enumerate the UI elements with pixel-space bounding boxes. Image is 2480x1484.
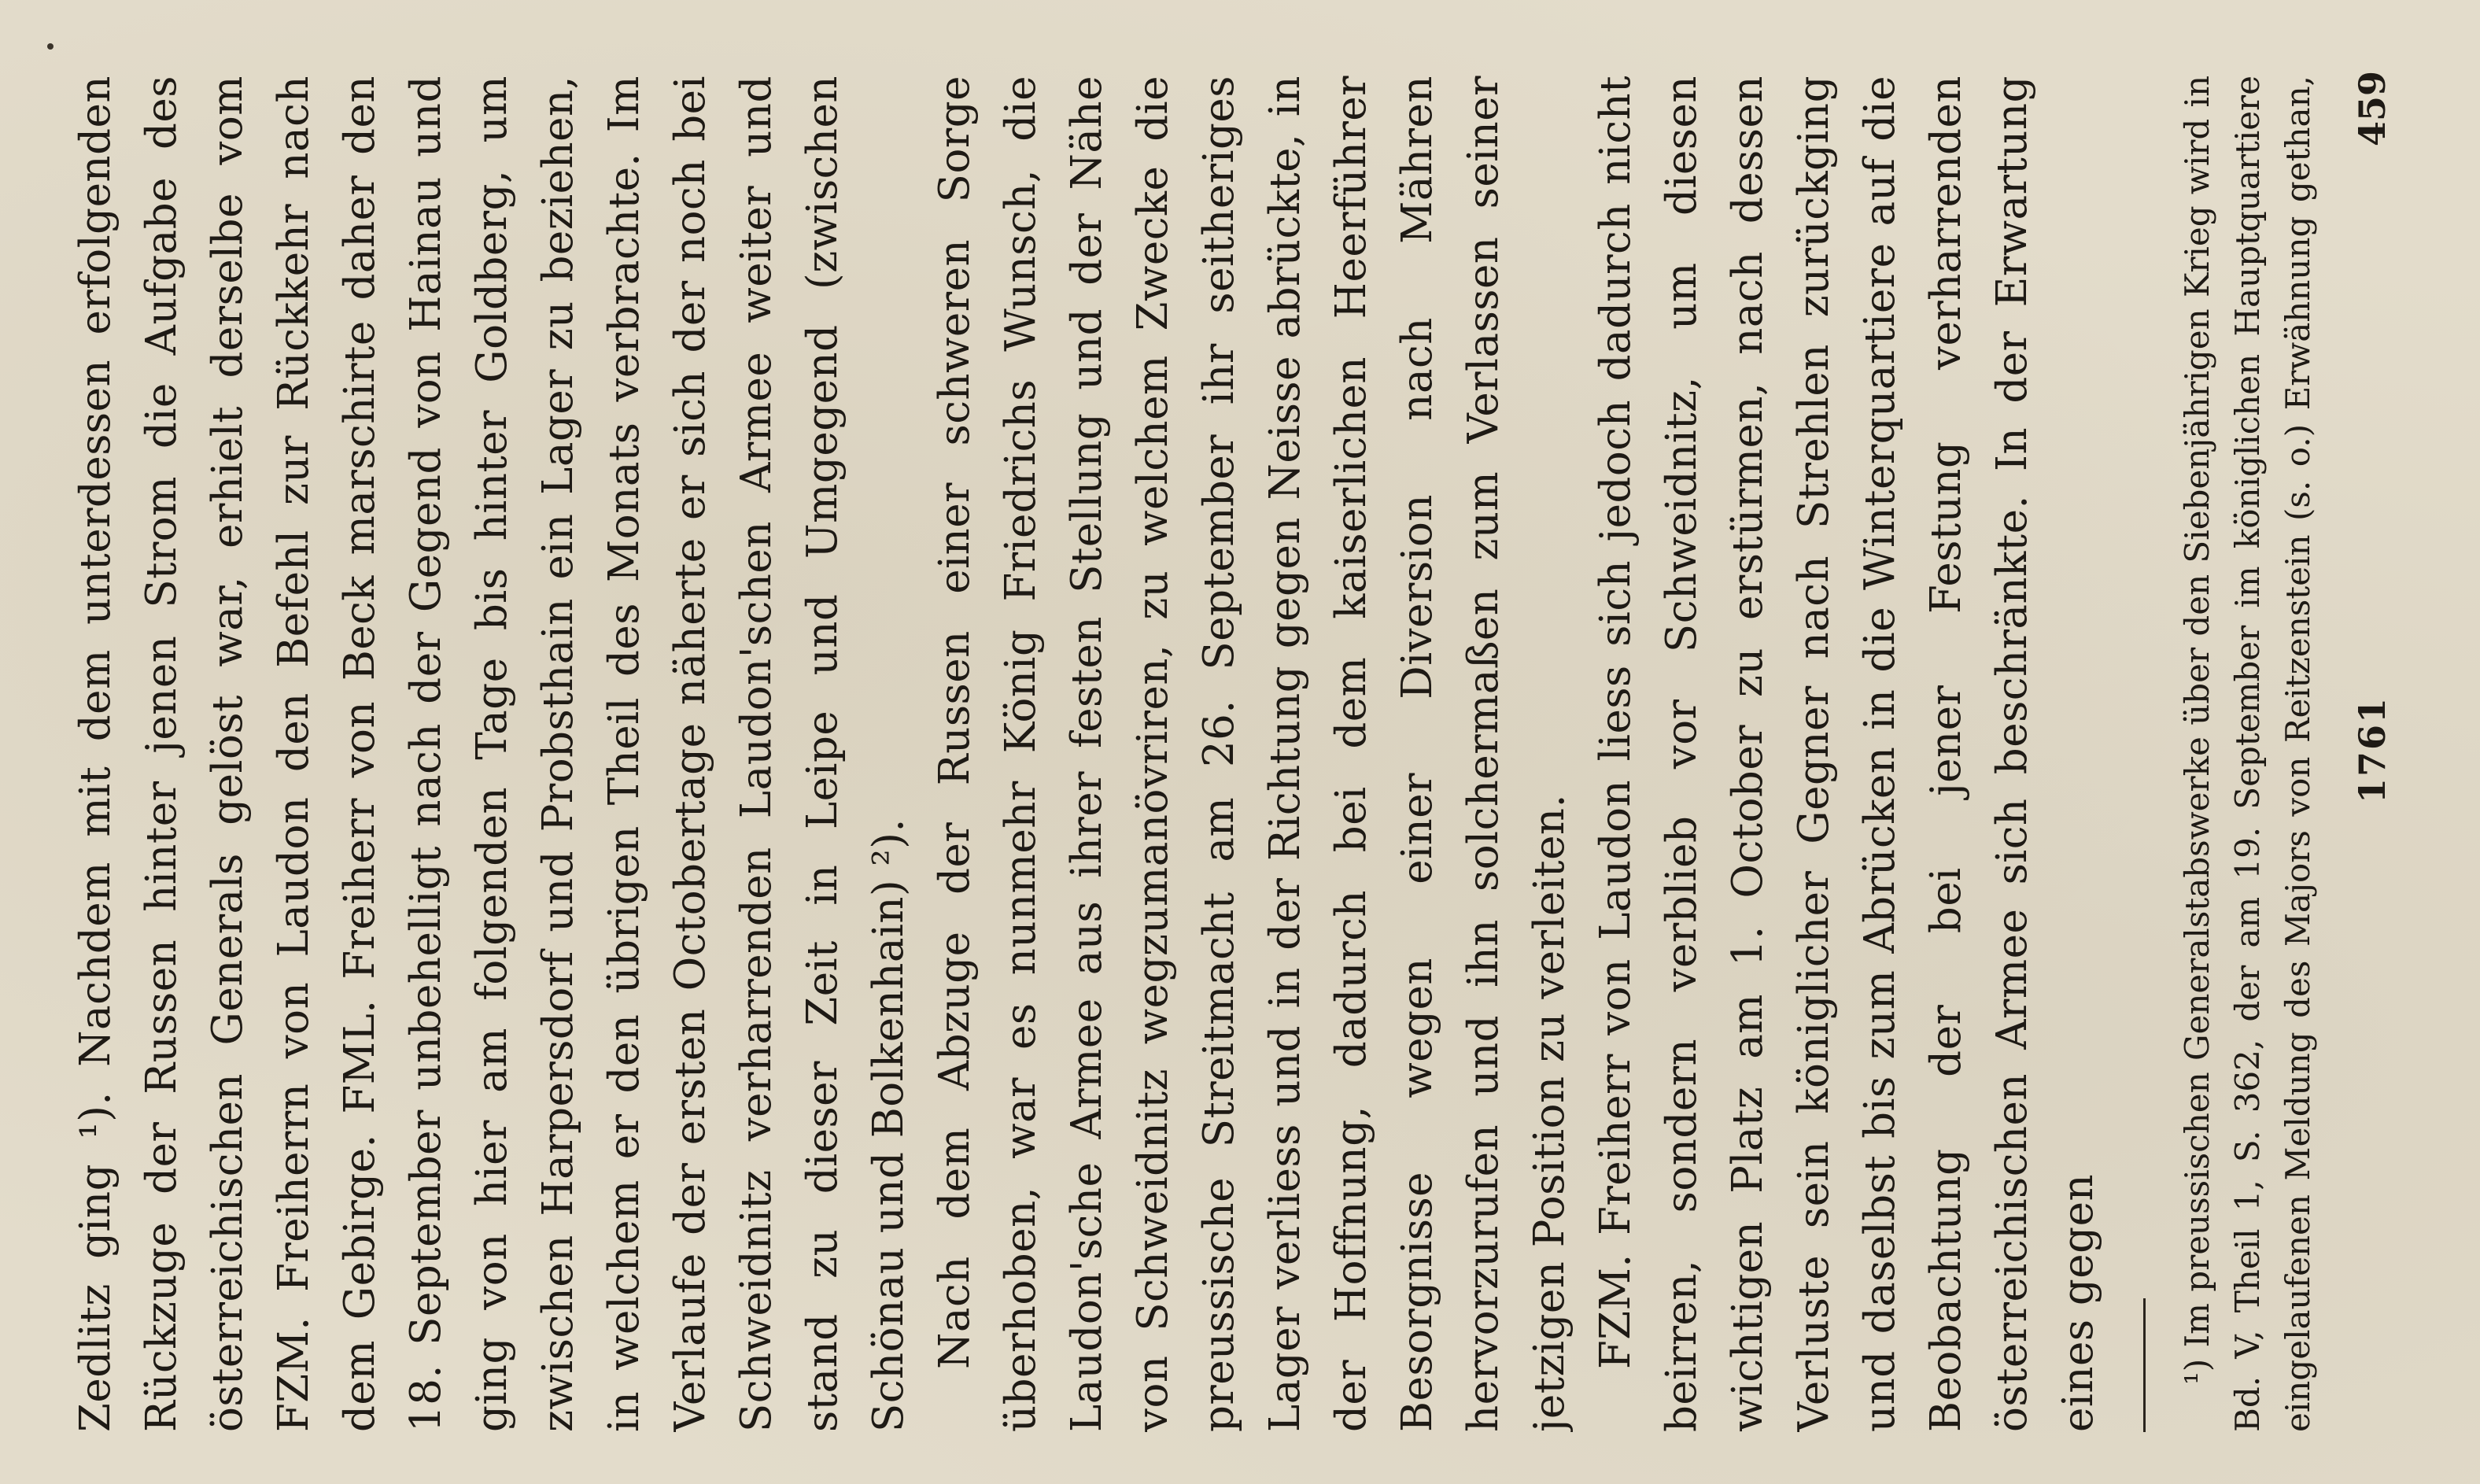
main-text <box>63 76 2112 1432</box>
footnote-1-marker: ¹) <box>2178 1358 2216 1385</box>
page-number: 459 <box>2351 71 2393 147</box>
paragraph-1: Zedlitz ging ¹). Nachdem mit dem unterdessen erfolgenden Rückzuge der Russen hinter jenen Strom die Aufgabe des österreichischen Generals gelöst war, erhielt derselbe vom FZM. Freiherrn von Laudon den Befehl zur Rückkehr nach dem Gebirge. FML. Freiherr von Beck marschirte daher den 18. September unbehelligt nach der Gegend von Hainau und ging von hier am folgenden Tage bis hinter Goldberg, um zwischen Harpersdorf und Probsthain ein Lager zu beziehen, in welchem er den übrigen Theil des Monats verbrachte. Im Verlaufe der ersten Octobertage näherte er sich der noch bei Schweidnitz verharrenden Laudon'schen Armee weiter und stand zu dieser Zeit in Leipe und Umgegend (zwischen Schönau und Bolkenhain) ²). <box>72 76 913 1432</box>
text-body <box>63 76 2329 1432</box>
footnote-separator <box>2143 1298 2146 1432</box>
running-header <box>2351 71 2406 1429</box>
paragraph-2: Nach dem Abzuge der Russen einer schweren Sorge überhoben, war es nunmehr König Friedrichs Wunsch, die Laudon'sche Armee aus ihrer festen Stellung und der Nähe von Schweidnitz wegzumanövriren, zu welchem Zwecke die preussische Streitmacht am 26. September ihr seitheriges Lager verliess und in der Richtung gegen Neisse abrückte, in der Hoffnung, dadurch bei dem kaiserlichen Heerführer Besorgnisse wegen einer Diversion nach Mähren hervorzurufen und ihn solchermaßen zum Verlassen seiner jetzigen Position zu verleiten. <box>931 76 1574 1432</box>
footnotes <box>2172 76 2329 1432</box>
footnote-1 <box>2172 76 2329 1432</box>
paragraph-3: FZM. Freiherr von Laudon liess sich jedoch dadurch nicht beirren, sondern verblieb vor Schweidnitz, um diesen wichtigen Platz am 1. October zu erstürmen, nach dessen Verluste sein königlicher Gegner nach Strehlen zurückging und daselbst bis zum Abrücken in die Winterquartiere auf die Beobachtung der bei jener Festung verharrenden österreichischen Armee sich beschränkte. In der Erwartung eines gegen <box>1592 76 2102 1432</box>
footnote-1-text: Im preussischen Generalstabswerke über den Siebenjährigen Krieg wird in Bd. V, Theil 1, S. 362, der am 19. September im königlichen Hauptquartiere eingelaufenen Meldung des Majors von Reitzenstein (s. o.) Erwähnung gethan, <box>2178 76 2317 1432</box>
running-head-year: 1761 <box>2351 696 2393 804</box>
